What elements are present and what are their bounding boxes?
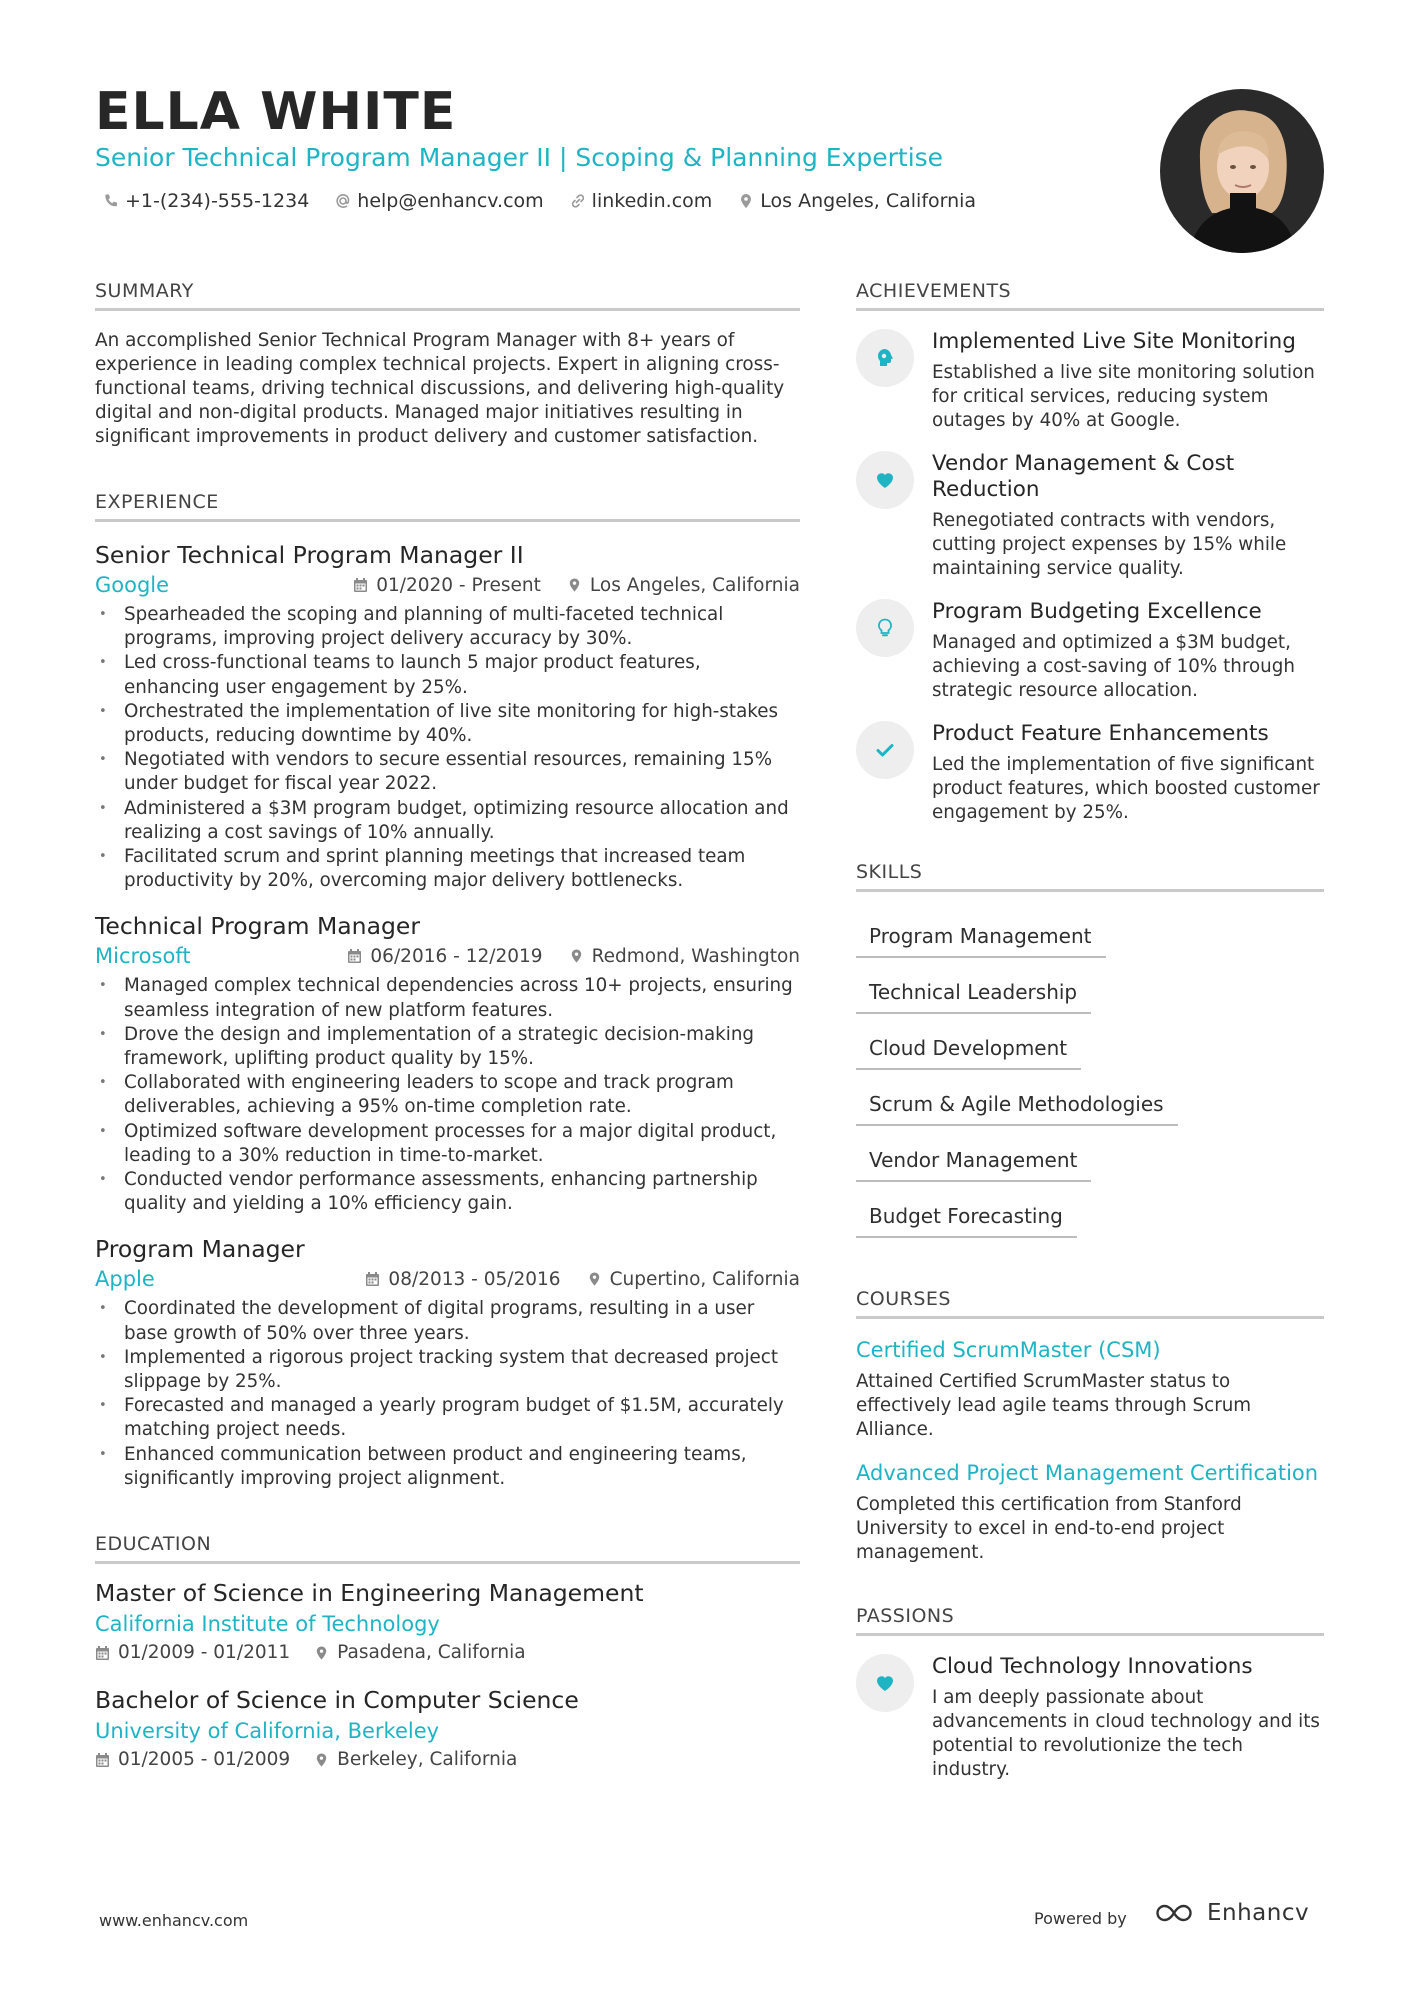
- job-bullets: [95, 974, 800, 1216]
- education-dates: [95, 1749, 290, 1770]
- lightbulb-icon: [874, 617, 896, 639]
- portrait-image: [1160, 89, 1324, 253]
- heart-icon: [874, 469, 896, 491]
- achievement-desc: Led the implementation of five significant product features, which boosted customer engagement by 25%.: [932, 754, 1320, 823]
- section-title-summary: SUMMARY: [95, 280, 800, 311]
- at-icon: [335, 193, 351, 209]
- list-item: • Conducted vendor performance assessments, enhancing partnership quality and yielding a 10% efficiency gain.: [95, 1168, 800, 1216]
- course-item: [856, 1460, 1324, 1565]
- job-title: Technical Program Manager: [95, 912, 421, 941]
- contact-phone: [103, 190, 309, 212]
- profile-photo: [1160, 89, 1324, 253]
- footer-url[interactable]: www.enhancv.com: [99, 1911, 249, 1930]
- job-location-text: Cupertino, California: [609, 1268, 800, 1290]
- list-item: • Facilitated scrum and sprint planning meetings that increased team productivity by 20%, overcoming major delivery bottlenecks.: [95, 845, 800, 893]
- achievement-title: Vendor Management & Cost Reduction: [932, 451, 1235, 502]
- summary-text: An accomplished Senior Technical Program Manager with 8+ years of experience in leading complex technical projects. Expert in aligning cross-functional teams, driving technical discussions, and delivering high-quality digital and non-digital products. Managed major initiatives resulting in significant improvements in product delivery and customer satisfaction.: [95, 330, 785, 447]
- list-item: • Spearheaded the scoping and planning of multi-faceted technical programs, improving project delivery accuracy by 30%.: [95, 603, 800, 651]
- achievement-desc: Renegotiated contracts with vendors, cutting project expenses by 15% while maintaining service quality.: [932, 510, 1287, 579]
- achievement-icon-badge: [856, 329, 914, 387]
- location-pin-icon: [567, 577, 582, 593]
- list-item: • Implemented a rigorous project tracking system that decreased project slippage by 25%.: [95, 1346, 800, 1394]
- passion-title: Cloud Technology Innovations: [932, 1654, 1253, 1679]
- company-name: Apple: [95, 1267, 155, 1292]
- section-title-experience: EXPERIENCE: [95, 491, 800, 522]
- footer-powered-by: Powered by: [1034, 1909, 1127, 1928]
- job-location-text: Los Angeles, California: [589, 574, 800, 596]
- achievement-icon-badge: [856, 599, 914, 657]
- skill-tag: Scrum & Agile Methodologies: [856, 1078, 1178, 1126]
- skill-tag: Vendor Management: [856, 1134, 1091, 1182]
- achievement-title: Implemented Live Site Monitoring: [932, 329, 1296, 354]
- link-icon: [570, 193, 586, 209]
- job-title: Program Manager: [95, 1235, 305, 1264]
- phone-icon: [103, 193, 119, 209]
- job-meta: [95, 1267, 800, 1291]
- degree-title: Bachelor of Science in Computer Science: [95, 1686, 579, 1715]
- right-column: [856, 280, 1324, 1782]
- education-location: [314, 1749, 517, 1770]
- job-entry: [95, 1234, 800, 1491]
- company-name: Google: [95, 573, 170, 597]
- list-item: • Orchestrated the implementation of live site monitoring for high-stakes products, reducing downtime by 40%.: [95, 700, 800, 748]
- job-dates: [365, 1269, 560, 1290]
- school-name: California Institute of Technology: [95, 1612, 440, 1637]
- section-title-achievements: ACHIEVEMENTS: [856, 280, 1324, 311]
- list-item: • Coordinated the development of digital programs, resulting in a user base growth of 50% over three years.: [95, 1297, 800, 1345]
- list-item: • Drove the design and implementation of a strategic decision-making framework, uplifting product quality by 15%.: [95, 1023, 800, 1071]
- heart-icon: [874, 1672, 896, 1694]
- job-location-text: Redmond, Washington: [591, 945, 800, 967]
- achievement-item: [856, 451, 1324, 581]
- achievement-item: [856, 599, 1324, 703]
- achievement-body: [932, 329, 1324, 433]
- achievement-title: Product Feature Enhancements: [932, 721, 1269, 746]
- job-dates-text: 06/2016 - 12/2019: [370, 945, 543, 967]
- job-bullets: [95, 1297, 800, 1491]
- contact-row: [103, 190, 976, 212]
- list-item: • Led cross-functional teams to launch 5 major product features, enhancing user engagement by 25%.: [95, 651, 800, 699]
- achievement-title: Program Budgeting Excellence: [932, 599, 1262, 624]
- education-dates-text: 01/2009 - 01/2011: [118, 1642, 291, 1664]
- job-meta: [95, 944, 800, 968]
- job-meta: [95, 573, 800, 597]
- education-dates-text: 01/2005 - 01/2009: [118, 1749, 291, 1771]
- job-location: [567, 575, 800, 596]
- location-pin-icon: [314, 1645, 329, 1661]
- education-meta: [95, 1749, 800, 1770]
- job-dates-text: 01/2020 - Present: [376, 574, 541, 596]
- list-item: • Administered a $3M program budget, optimizing resource allocation and realizing a cost savings of 10% annually.: [95, 797, 800, 845]
- location-pin-icon: [587, 1271, 602, 1287]
- section-title-education: EDUCATION: [95, 1533, 800, 1564]
- skills-list: [856, 902, 1324, 1238]
- enhancv-logo-icon: [1153, 1901, 1199, 1925]
- passion-body: [932, 1654, 1324, 1782]
- section-title-passions: PASSIONS: [856, 1605, 1324, 1636]
- left-column: [95, 280, 800, 1770]
- education-location: [314, 1642, 525, 1663]
- achievement-body: [932, 721, 1324, 825]
- job-location: [587, 1269, 800, 1290]
- achievement-icon-badge: [856, 721, 914, 779]
- list-item: • Enhanced communication between product and engineering teams, significantly improving project alignment.: [95, 1443, 800, 1491]
- list-item: • Optimized software development processes for a major digital product, leading to a 30% reduction in time-to-market.: [95, 1120, 800, 1168]
- job-dates-text: 08/2013 - 05/2016: [388, 1268, 561, 1290]
- education-entry: [95, 1578, 800, 1663]
- achievement-desc: Established a live site monitoring solution for critical services, reducing system outages by 40% at Google.: [932, 362, 1315, 431]
- location-text: Los Angeles, California: [760, 190, 977, 212]
- job-dates-location: [365, 1269, 800, 1290]
- brand-name: Enhancv: [1207, 1900, 1310, 1926]
- skill-tag: Budget Forecasting: [856, 1190, 1077, 1238]
- candidate-name: ELLA WHITE: [95, 82, 457, 142]
- achievement-desc: Managed and optimized a $3M budget, achieving a cost-saving of 10% through strategic resource allocation.: [932, 632, 1295, 701]
- section-title-skills: SKILLS: [856, 861, 1324, 892]
- calendar-icon: [365, 1271, 380, 1287]
- skill-tag: Cloud Development: [856, 1022, 1081, 1070]
- education-entry: [95, 1685, 800, 1770]
- contact-linkedin[interactable]: [570, 190, 713, 212]
- achievement-item: [856, 721, 1324, 825]
- job-entry: [95, 540, 800, 893]
- education-dates: [95, 1642, 290, 1663]
- list-item: • Managed complex technical dependencies across 10+ projects, ensuring seamless integration of new platform features.: [95, 974, 800, 1022]
- course-desc: Completed this certification from Stanford University to excel in end-to-end project management.: [856, 1494, 1242, 1563]
- list-item: • Forecasted and managed a yearly program budget of $1.5M, accurately matching project needs.: [95, 1394, 800, 1442]
- passion-icon-badge: [856, 1654, 914, 1712]
- location-pin-icon: [314, 1752, 329, 1768]
- job-title: Senior Technical Program Manager II: [95, 541, 524, 569]
- job-entry: [95, 911, 800, 1216]
- education-meta: [95, 1642, 800, 1663]
- achievement-item: [856, 329, 1324, 433]
- calendar-icon: [95, 1645, 110, 1661]
- location-pin-icon: [569, 948, 584, 964]
- contact-email[interactable]: [335, 190, 543, 212]
- job-bullets: [95, 603, 800, 893]
- linkedin-text: linkedin.com: [591, 190, 713, 212]
- candidate-headline: Senior Technical Program Manager II | Scoping & Planning Expertise: [95, 143, 944, 172]
- job-dates: [347, 946, 542, 967]
- achievement-icon-badge: [856, 451, 914, 509]
- phone-text: +1-(234)-555-1234: [125, 190, 310, 212]
- calendar-icon: [353, 577, 368, 593]
- footer-brand: [1153, 1900, 1309, 1926]
- job-dates: [353, 575, 541, 596]
- school-name: University of California, Berkeley: [95, 1719, 440, 1744]
- skill-tag: Technical Leadership: [856, 966, 1091, 1014]
- email-text: help@enhancv.com: [357, 190, 544, 212]
- section-title-courses: COURSES: [856, 1288, 1324, 1319]
- course-item: [856, 1337, 1324, 1442]
- course-desc: Attained Certified ScrumMaster status to effectively lead agile teams through Scrum Alliance.: [856, 1371, 1252, 1440]
- passion-item: [856, 1654, 1324, 1782]
- company-name: Microsoft: [95, 944, 191, 969]
- education-location-text: Pasadena, California: [337, 1642, 526, 1664]
- brain-head-icon: [874, 347, 896, 369]
- job-dates-location: [353, 575, 800, 596]
- degree-title: Master of Science in Engineering Management: [95, 1579, 644, 1608]
- contact-location: [738, 190, 976, 212]
- calendar-icon: [347, 948, 362, 964]
- list-item: • Negotiated with vendors to secure essential resources, remaining 15% under budget for fiscal year 2022.: [95, 748, 800, 796]
- education-location-text: Berkeley, California: [337, 1749, 518, 1771]
- job-dates-location: [347, 946, 800, 967]
- achievement-body: [932, 451, 1324, 581]
- list-item: • Collaborated with engineering leaders to scope and track program deliverables, achieving a 95% on-time completion rate.: [95, 1071, 800, 1119]
- skill-tag: Program Management: [856, 910, 1106, 958]
- achievement-body: [932, 599, 1324, 703]
- location-pin-icon: [738, 193, 754, 209]
- passion-desc: I am deeply passionate about advancements in cloud technology and its potential to revolutionize the tech industry.: [932, 1687, 1320, 1780]
- course-title: Advanced Project Management Certification: [856, 1461, 1319, 1485]
- job-location: [569, 946, 800, 967]
- calendar-icon: [95, 1752, 110, 1768]
- checkmark-icon: [874, 739, 896, 761]
- course-title: Certified ScrumMaster (CSM): [856, 1338, 1161, 1362]
